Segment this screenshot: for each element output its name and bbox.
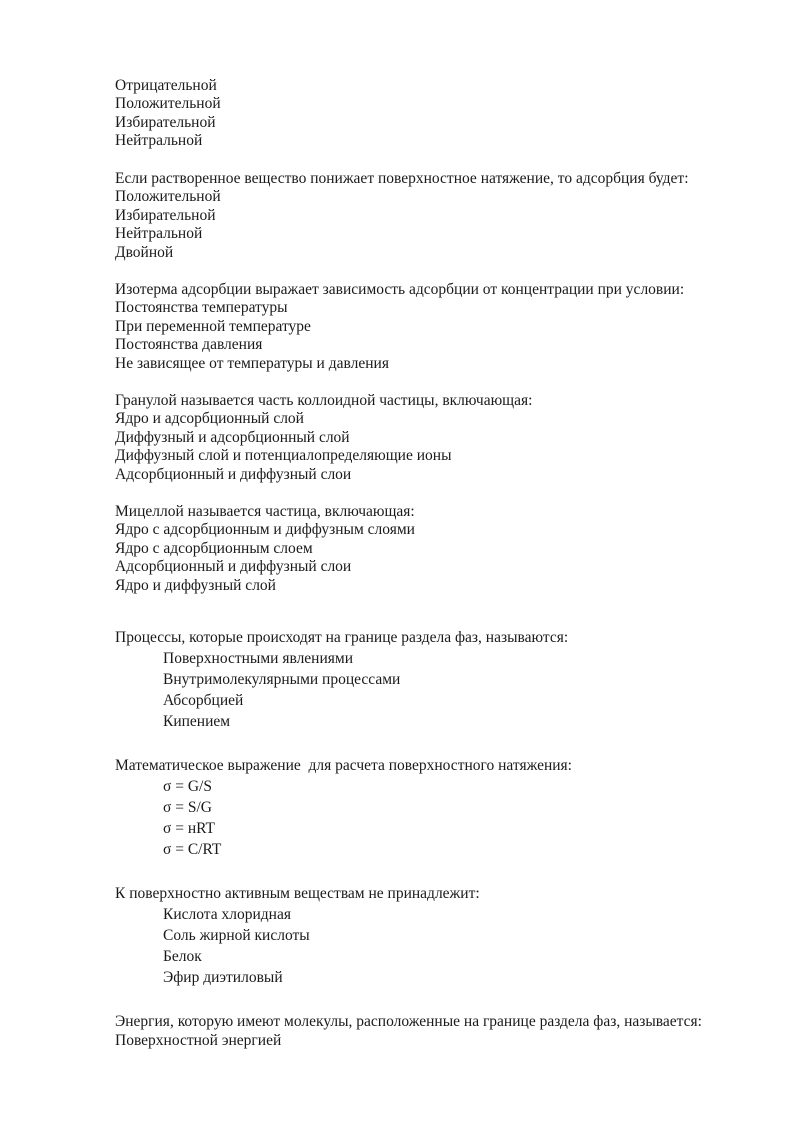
q4-option-2: Диффузный и адсорбционный слой <box>115 429 350 446</box>
q8-option-3: Белок <box>163 948 202 965</box>
q7-option-1: σ = G/S <box>163 778 212 795</box>
q5-option-3: Адсорбционный и диффузный слои <box>115 558 352 575</box>
q2-option-3: Нейтральной <box>115 225 203 242</box>
q6-option-4: Кипением <box>163 713 231 730</box>
q5-option-2: Ядро с адсорбционным слоем <box>115 540 313 557</box>
q2-option-2: Избирательной <box>115 207 216 224</box>
q1-option-3: Избирательной <box>115 114 216 131</box>
q5-option-4: Ядро и диффузный слой <box>115 577 276 594</box>
q9-option-1: Поверхностной энергией <box>115 1032 282 1049</box>
q9-question: Энергия, которую имеют молекулы, расположенные на границе раздела фаз, называется: <box>115 1013 702 1030</box>
q6-option-3: Абсорбцией <box>163 692 244 709</box>
q7-question: Математическое выражение для расчета поверхностного натяжения: <box>115 757 572 774</box>
q3-option-1: Постоянства температуры <box>115 299 288 316</box>
q1-option-1: Отрицательной <box>115 77 217 94</box>
q1-option-2: Положительной <box>115 95 221 112</box>
q8-option-4: Эфир диэтиловый <box>163 969 283 986</box>
q6-option-1: Поверхностными явлениями <box>163 650 354 667</box>
q4-option-3: Диффузный слой и потенциалопределяющие ионы <box>115 447 452 464</box>
q2-option-4: Двойной <box>115 244 174 261</box>
q4-option-1: Ядро и адсорбционный слой <box>115 410 304 427</box>
q8-question: К поверхностно активным веществам не принадлежит: <box>115 885 480 902</box>
q7-option-2: σ = S/G <box>163 799 212 816</box>
q8-option-2: Соль жирной кислоты <box>163 927 310 944</box>
q7-option-3: σ = нRT <box>163 820 216 837</box>
q4-option-4: Адсорбционный и диффузный слои <box>115 466 352 483</box>
q3-question: Изотерма адсорбции выражает зависимость адсорбции от концентрации при условии: <box>115 281 685 298</box>
q5-question: Мицеллой называется частица, включающая: <box>115 503 415 520</box>
q1-option-4: Нейтральной <box>115 132 203 149</box>
q7-option-4: σ = C/RT <box>163 841 222 858</box>
q4-question: Гранулой называется часть коллоидной частицы, включающая: <box>115 392 533 409</box>
q3-option-4: Не зависящее от температуры и давления <box>115 355 389 372</box>
q6-question: Процессы, которые происходят на границе раздела фаз, называются: <box>115 629 569 646</box>
q5-option-1: Ядро с адсорбционным и диффузным слоями <box>115 521 415 538</box>
q2-question: Если растворенное вещество понижает поверхностное натяжение, то адсорбция будет: <box>115 170 689 187</box>
q6-option-2: Внутримолекулярными процессами <box>163 671 401 688</box>
q2-option-1: Положительной <box>115 188 221 205</box>
q3-option-2: При переменной температуре <box>115 318 311 335</box>
q3-option-3: Постоянства давления <box>115 336 263 353</box>
q8-option-1: Кислота хлоридная <box>163 906 291 923</box>
